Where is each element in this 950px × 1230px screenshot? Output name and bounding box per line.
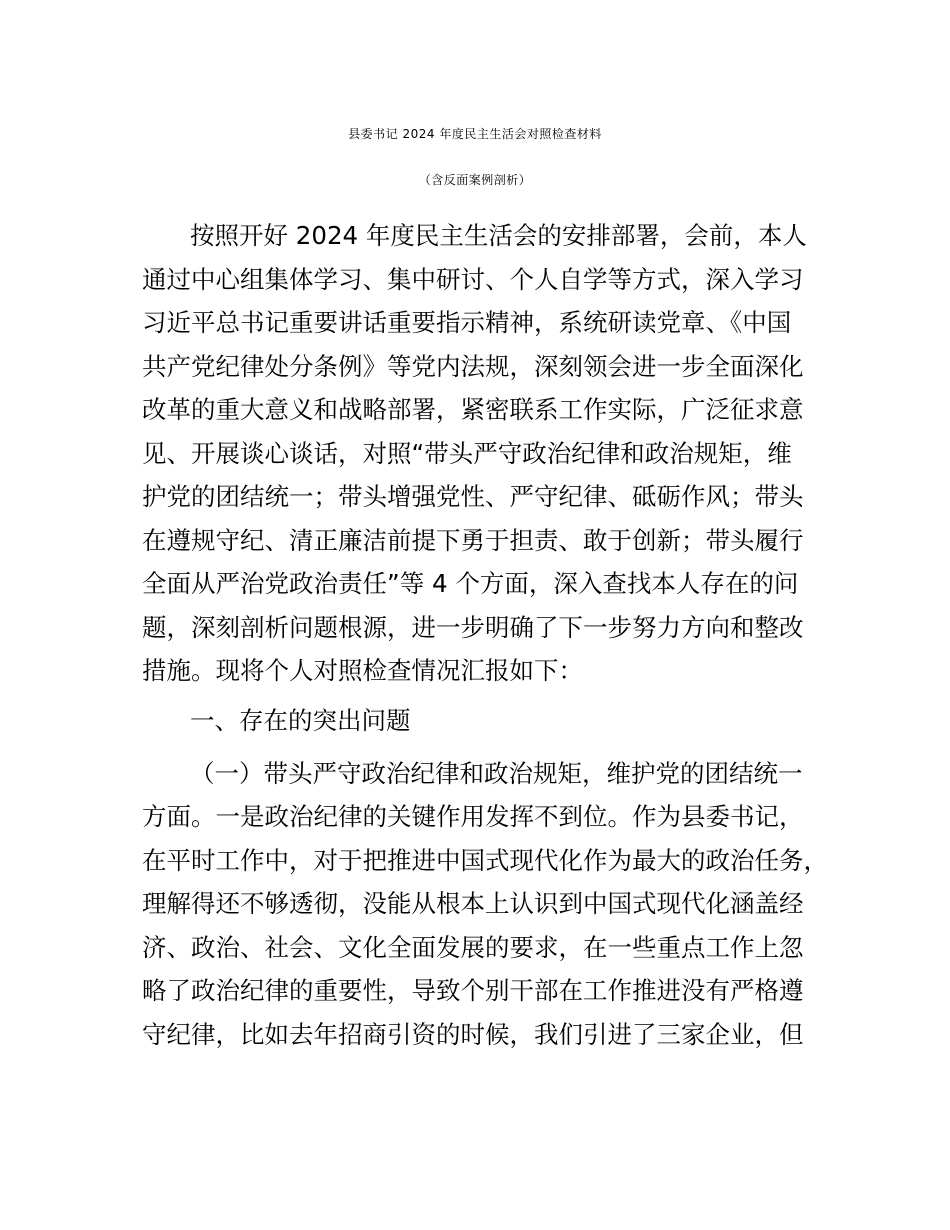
paragraph-line: 略了政治纪律的重要性，导致个别干部在工作推进没有严格遵	[142, 976, 804, 1005]
document-title: 县委书记 2024 年度民主生活会对照检查材料	[348, 127, 602, 141]
paragraph-line: 改革的重大意义和战略部署，紧密联系工作实际，广泛征求意	[142, 395, 804, 424]
paragraph-line: 理解得还不够透彻，没能从根本上认识到中国式现代化涵盖经	[142, 889, 804, 918]
paragraph-line: 习近平总书记重要讲话重要指示精神，系统研读党章、《中国	[142, 308, 792, 337]
paragraph-line: 护党的团结统一；带头增强党性、严守纪律、砥砺作风；带头	[142, 482, 804, 511]
paragraph-line: 通过中心组集体学习、集中研讨、个人自学等方式，深入学习	[142, 265, 804, 294]
paragraph-line: 按照开好 2024 年度民主生活会的安排部署，会前，本人	[190, 221, 807, 250]
paragraph-line: 见、开展谈心谈话，对照“带头严守政治纪律和政治规矩，维	[142, 439, 792, 468]
paragraph-line: 守纪律，比如去年招商引资的时候，我们引进了三家企业，但	[142, 1020, 804, 1049]
paragraph-line: 全面从严治党政治责任”等 4 个方面，深入查找本人存在的问	[142, 569, 799, 598]
paragraph-line: 题，深刻剖析问题根源，进一步明确了下一步努力方向和整改	[142, 613, 804, 642]
paragraph-line: 济、政治、社会、文化全面发展的要求，在一些重点工作上忽	[142, 933, 804, 962]
paragraph-line: 在平时工作中，对于把推进中国式现代化作为最大的政治任务，	[142, 846, 828, 875]
section-heading: 一、存在的突出问题	[190, 706, 411, 735]
paragraph-line: 措施。现将个人对照检查情况汇报如下：	[142, 656, 583, 685]
paragraph-line: 在遵规守纪、清正廉洁前提下勇于担责、敢于创新；带头履行	[142, 526, 804, 555]
paragraph-line: 方面。一是政治纪律的关键作用发挥不到位。作为县委书记，	[142, 802, 804, 831]
paragraph-line: 共产党纪律处分条例》等党内法规，深刻领会进一步全面深化	[142, 352, 804, 381]
paragraph-line: （一）带头严守政治纪律和政治规矩，维护党的团结统一	[190, 759, 803, 788]
document-subtitle: （含反面案例剖析）	[418, 173, 532, 187]
